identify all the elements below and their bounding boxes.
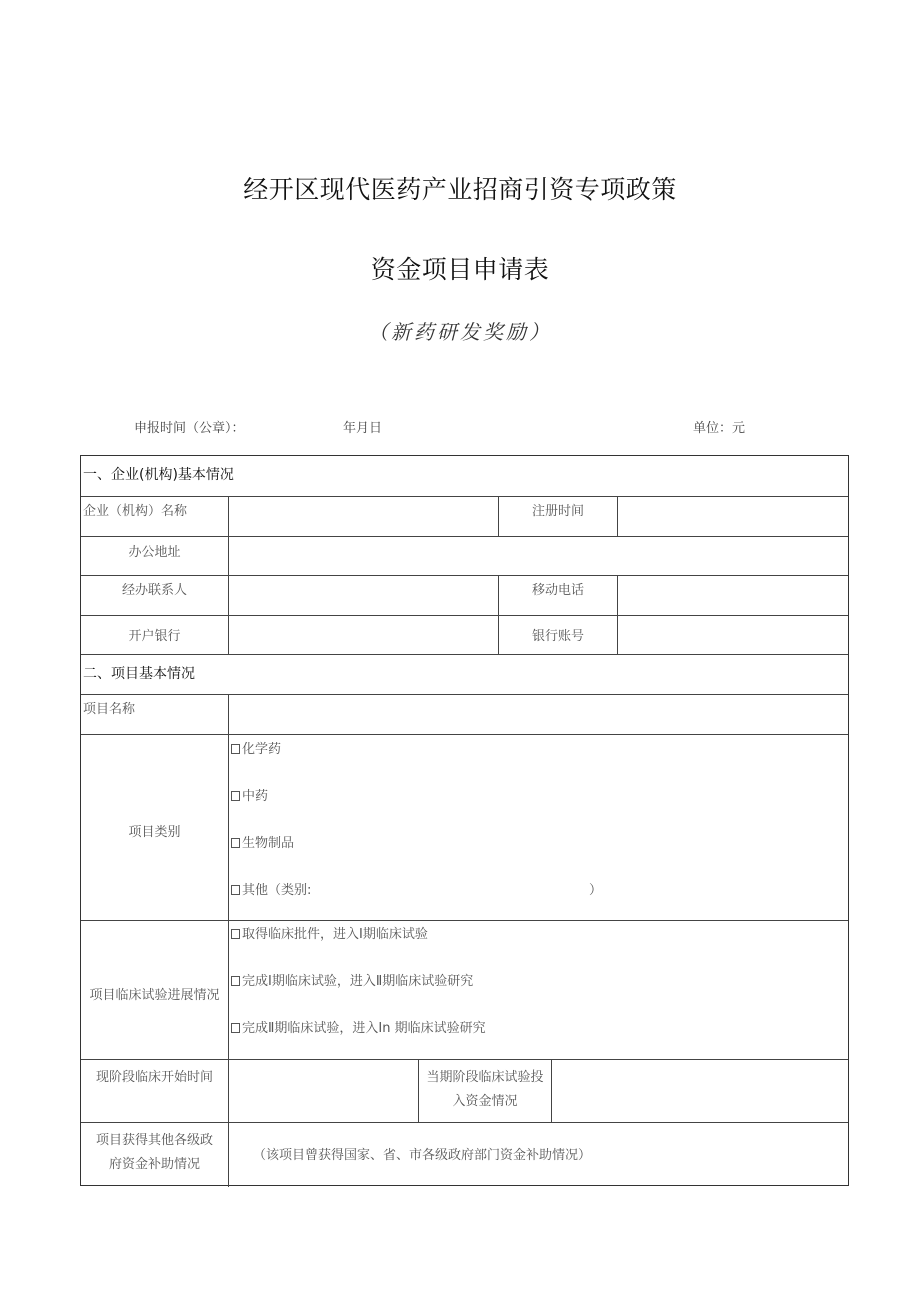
company-row [81,496,848,536]
unit-label: 单位：元 [693,421,746,436]
contact-person-field[interactable] [228,576,498,615]
stage-investment-label-line2: 入资金情况 [452,1094,518,1109]
checkbox-icon[interactable] [231,791,240,801]
trial-phase3-option[interactable] [231,1017,486,1036]
trial-phase1-option[interactable] [231,923,428,942]
checkbox-icon[interactable] [231,1023,240,1033]
project-name-field[interactable] [228,695,848,734]
document-title-line1: 经开区现代医药产业招商引资专项政策 [243,175,677,204]
checkbox-icon[interactable] [231,929,240,939]
category-bio-label: 生物制品 [242,836,295,851]
date-label: 申报时间（公章）： [134,421,245,436]
category-other-label: 其他（类别: [242,883,312,898]
bank-account-label: 银行账号 [498,616,617,654]
application-form [80,455,849,1186]
document-subtitle: （新药研发奖励） [368,320,552,344]
company-name-field[interactable] [228,497,498,536]
trial-progress-row [81,920,848,1059]
category-other-close: ） [589,883,603,898]
checkbox-icon[interactable] [231,885,240,895]
register-time-field[interactable] [617,497,848,536]
category-bio-option[interactable] [231,832,294,851]
bank-row [81,615,848,654]
section1-header: 一、企业(机构)基本情况 [83,467,234,483]
other-funding-field[interactable] [228,1123,848,1187]
project-category-row [81,734,848,920]
checkbox-icon[interactable] [231,976,240,986]
register-time-label: 注册时间 [498,497,617,536]
project-category-label: 项目类别 [128,825,181,840]
other-funding-label [81,1123,228,1187]
category-other-option[interactable] [231,879,311,898]
stage-investment-field[interactable] [551,1060,848,1122]
project-name-row [81,694,848,734]
date-value: 年月日 [343,421,383,436]
trial-phase3-label: 完成Ⅱ期临床试验，进入In 期临床试验研究 [242,1021,486,1036]
stage-start-time-field[interactable] [228,1060,418,1122]
other-funding-label-line2: 府资金补助情况 [108,1157,200,1172]
section2-header: 二、项目基本情况 [83,666,195,682]
company-name-label: 企业（机构）名称 [83,504,188,519]
checkbox-icon[interactable] [231,838,240,848]
project-name-label: 项目名称 [83,702,136,717]
trial-phase2-label: 完成Ⅰ期临床试验，进入Ⅱ期临床试验研究 [242,974,474,989]
bank-label: 开户银行 [128,629,181,644]
contact-row [81,575,848,615]
project-category-options [228,735,848,920]
section1-header-row [81,456,848,496]
trial-phase2-option[interactable] [231,970,473,989]
section2-header-row [81,654,848,694]
stage-start-time-label: 现阶段临床开始时间 [95,1070,213,1085]
checkbox-icon[interactable] [231,744,240,754]
trial-phase1-label: 取得临床批件，进入Ⅰ期临床试验 [242,927,428,942]
document-title-line2: 资金项目申请表 [370,255,550,284]
contact-person-label: 经办联系人 [121,583,187,598]
address-row [81,536,848,575]
category-chem-label: 化学药 [242,742,282,757]
bank-account-field[interactable] [617,616,848,654]
category-tcm-option[interactable] [231,785,268,804]
office-address-label: 办公地址 [128,545,181,560]
category-chem-option[interactable] [231,738,281,757]
other-funding-row [81,1122,848,1187]
mobile-field[interactable] [617,576,848,615]
trial-progress-label: 项目临床试验进展情况 [89,988,220,1003]
stage-investment-label [418,1060,551,1122]
category-tcm-label: 中药 [242,789,269,804]
office-address-field[interactable] [228,537,848,575]
other-funding-label-line1: 项目获得其他各级政 [95,1133,213,1148]
stage-investment-label-line1: 当期阶段临床试验投 [426,1070,544,1085]
other-funding-hint: （该项目曾获得国家、省、市各级政府部门资金补助情况） [253,1148,592,1163]
trial-progress-options [228,921,848,1059]
mobile-label: 移动电话 [498,576,617,615]
stage-row [81,1059,848,1122]
bank-field[interactable] [228,616,498,654]
